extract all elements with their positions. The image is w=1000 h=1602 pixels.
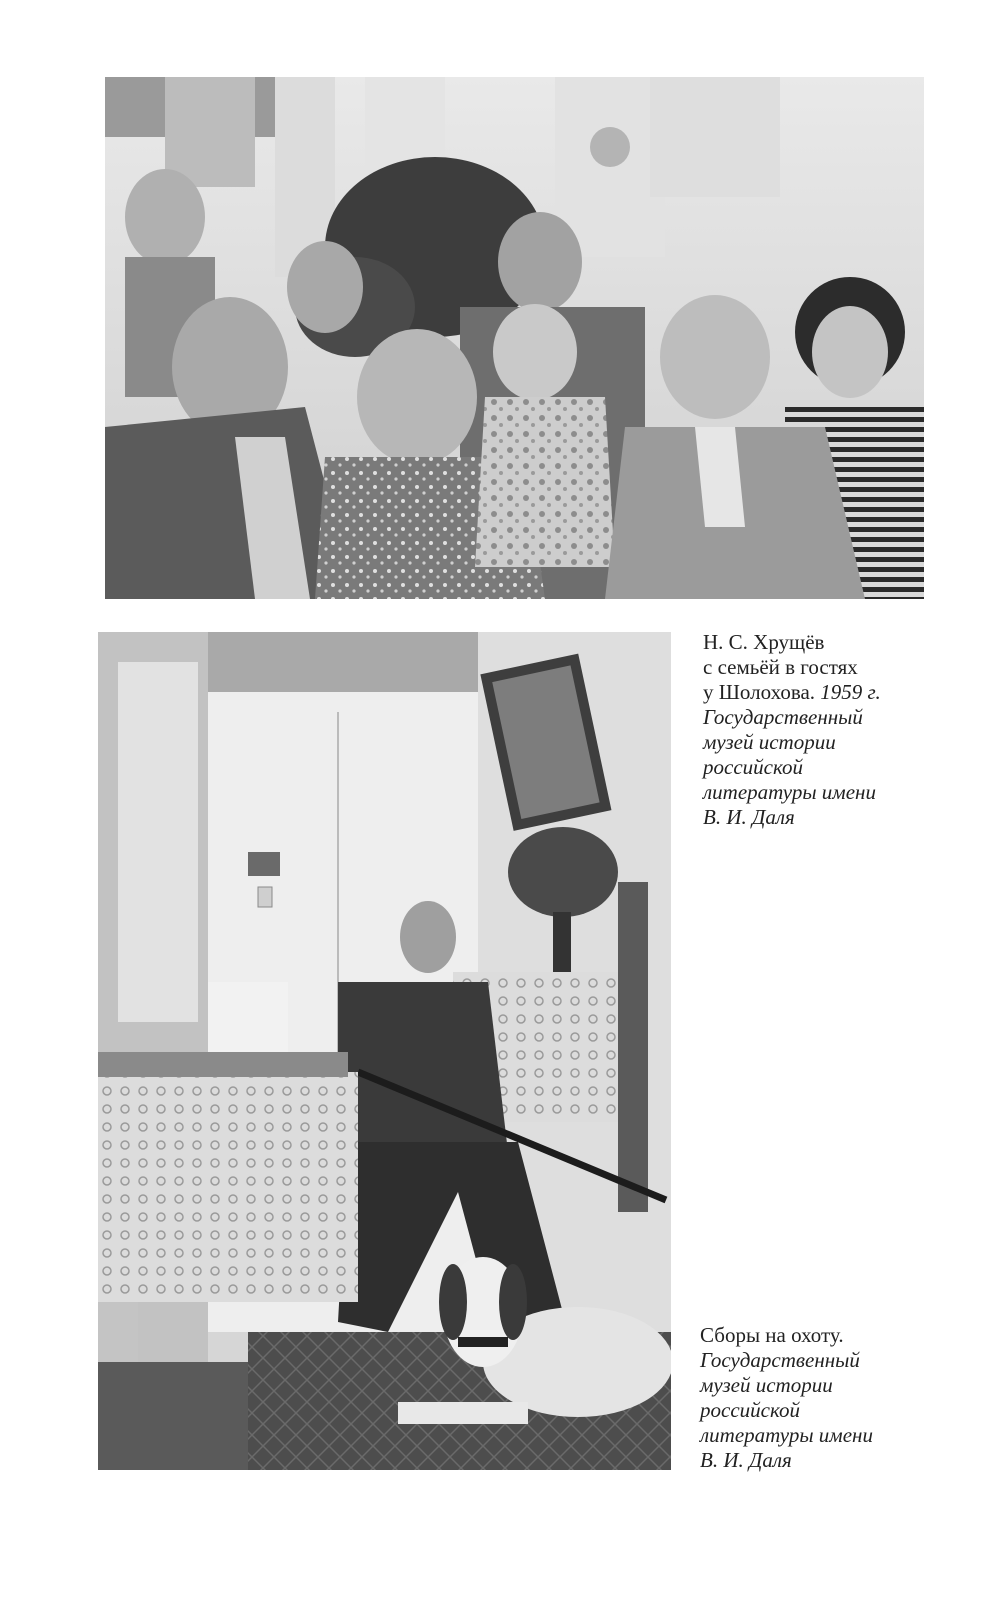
caption-text: у Шолохова. <box>703 680 821 704</box>
caption-hunting <box>700 1323 873 1473</box>
caption-source: российской <box>703 755 803 779</box>
caption-line: Сборы на охоту. <box>700 1323 844 1347</box>
group-photo-image <box>105 77 924 599</box>
caption-source: Государственный <box>703 705 863 729</box>
caption-line: Н. С. Хрущёв <box>703 630 825 654</box>
caption-source: литературы имени <box>703 780 876 804</box>
caption-source: Государственный <box>700 1348 860 1372</box>
caption-khrushchev <box>703 630 881 830</box>
caption-source: музей истории <box>703 730 836 754</box>
caption-date: 1959 г. <box>820 680 881 704</box>
group-photo <box>105 77 924 599</box>
hunting-photo-image <box>98 632 671 1470</box>
caption-source: В. И. Даля <box>703 805 795 829</box>
caption-source: В. И. Даля <box>700 1448 792 1472</box>
caption-source: литературы имени <box>700 1423 873 1447</box>
hunting-photo <box>98 632 671 1470</box>
caption-source: российской <box>700 1398 800 1422</box>
caption-line: с семьёй в гостях <box>703 655 858 679</box>
caption-source: музей истории <box>700 1373 833 1397</box>
caption-line-with-date <box>703 680 881 705</box>
